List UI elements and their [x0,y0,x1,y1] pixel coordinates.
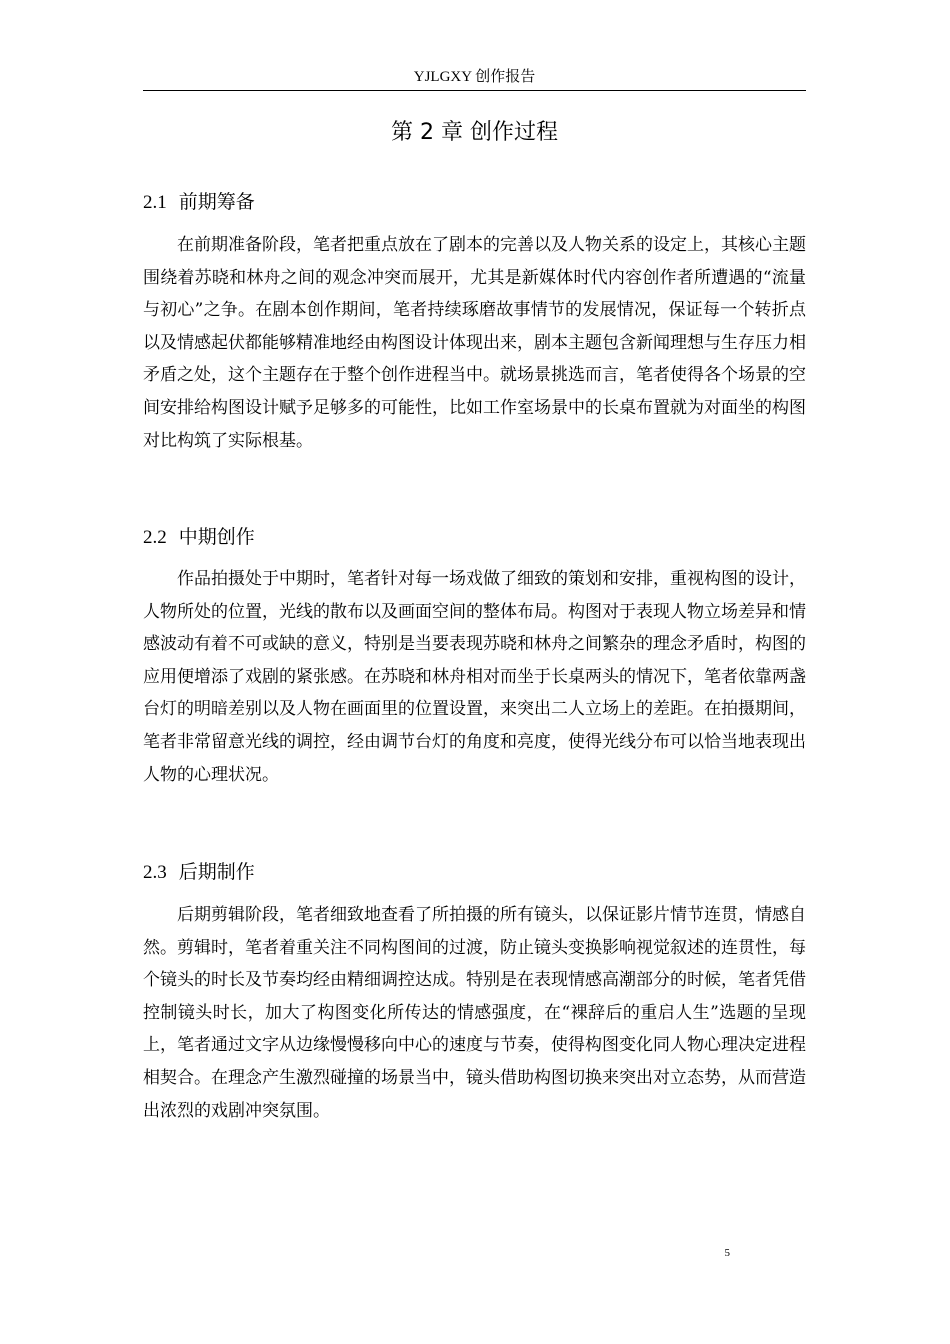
section-paragraph-2-2: 作品拍摄处于中期时，笔者针对每一场戏做了细致的策划和安排，重视构图的设计，人物所处的位置，光线的散布以及画面空间的整体布局。构图对于表现人物立场差异和情感波动有着不可或缺的意义，特别是当要表现苏晓和林舟之间繁杂的理念矛盾时，构图的应用便增添了戏剧的紧张感。在苏晓和林舟相对而坐于长桌两头的情况下，笔者依靠两盏台灯的明暗差别以及人物在画面里的位置设置，来突出二人立场上的差距。在拍摄期间，笔者非常留意光线的调控，经由调节台灯的角度和亮度，使得光线分布可以恰当地表现出人物的心理状况。 [143,569,806,785]
section-heading-2-1 [143,187,255,218]
section-number: 2.3 [143,862,167,883]
section-heading-2-2 [143,522,255,553]
section-title: 后期制作 [178,861,255,883]
running-header: YJLGXY 创作报告 [413,69,536,85]
section-number: 2.2 [143,527,167,548]
chapter-title: 第 2 章 创作过程 [391,120,558,145]
section-paragraph-2-1: 在前期准备阶段，笔者把重点放在了剧本的完善以及人物关系的设定上，其核心主题围绕着苏晓和林舟之间的观念冲突而展开，尤其是新媒体时代内容创作者所遭遇的“流量与初心”之争。在剧本创作期间，笔者持续琢磨故事情节的发展情况，保证每一个转折点以及情感起伏都能够精准地经由构图设计体现出来，剧本主题包含新闻理想与生存压力相矛盾之处，这个主题存在于整个创作进程当中。就场景挑选而言，笔者使得各个场景的空间安排给构图设计赋予足够多的可能性，比如工作室场景中的长桌布置就为对面坐的构图对比构筑了实际根基。 [143,235,806,451]
section-heading-2-3 [143,857,255,888]
section-number: 2.1 [143,192,167,213]
section-title: 前期筹备 [178,191,255,213]
page-number: 5 [724,1247,730,1259]
header-rule [143,90,806,91]
section-title: 中期创作 [178,526,255,548]
section-paragraph-2-3: 后期剪辑阶段，笔者细致地查看了所拍摄的所有镜头，以保证影片情节连贯，情感自然。剪辑时，笔者着重关注不同构图间的过渡，防止镜头变换影响视觉叙述的连贯性，每个镜头的时长及节奏均经由精细调控达成。特别是在表现情感高潮部分的时候，笔者凭借控制镜头时长，加大了构图变化所传达的情感强度，在“裸辞后的重启人生”选题的呈现上，笔者通过文字从边缘慢慢移向中心的速度与节奏，使得构图变化同人物心理决定进程相契合。在理念产生激烈碰撞的场景当中，镜头借助构图切换来突出对立态势，从而营造出浓烈的戏剧冲突氛围。 [143,905,806,1121]
